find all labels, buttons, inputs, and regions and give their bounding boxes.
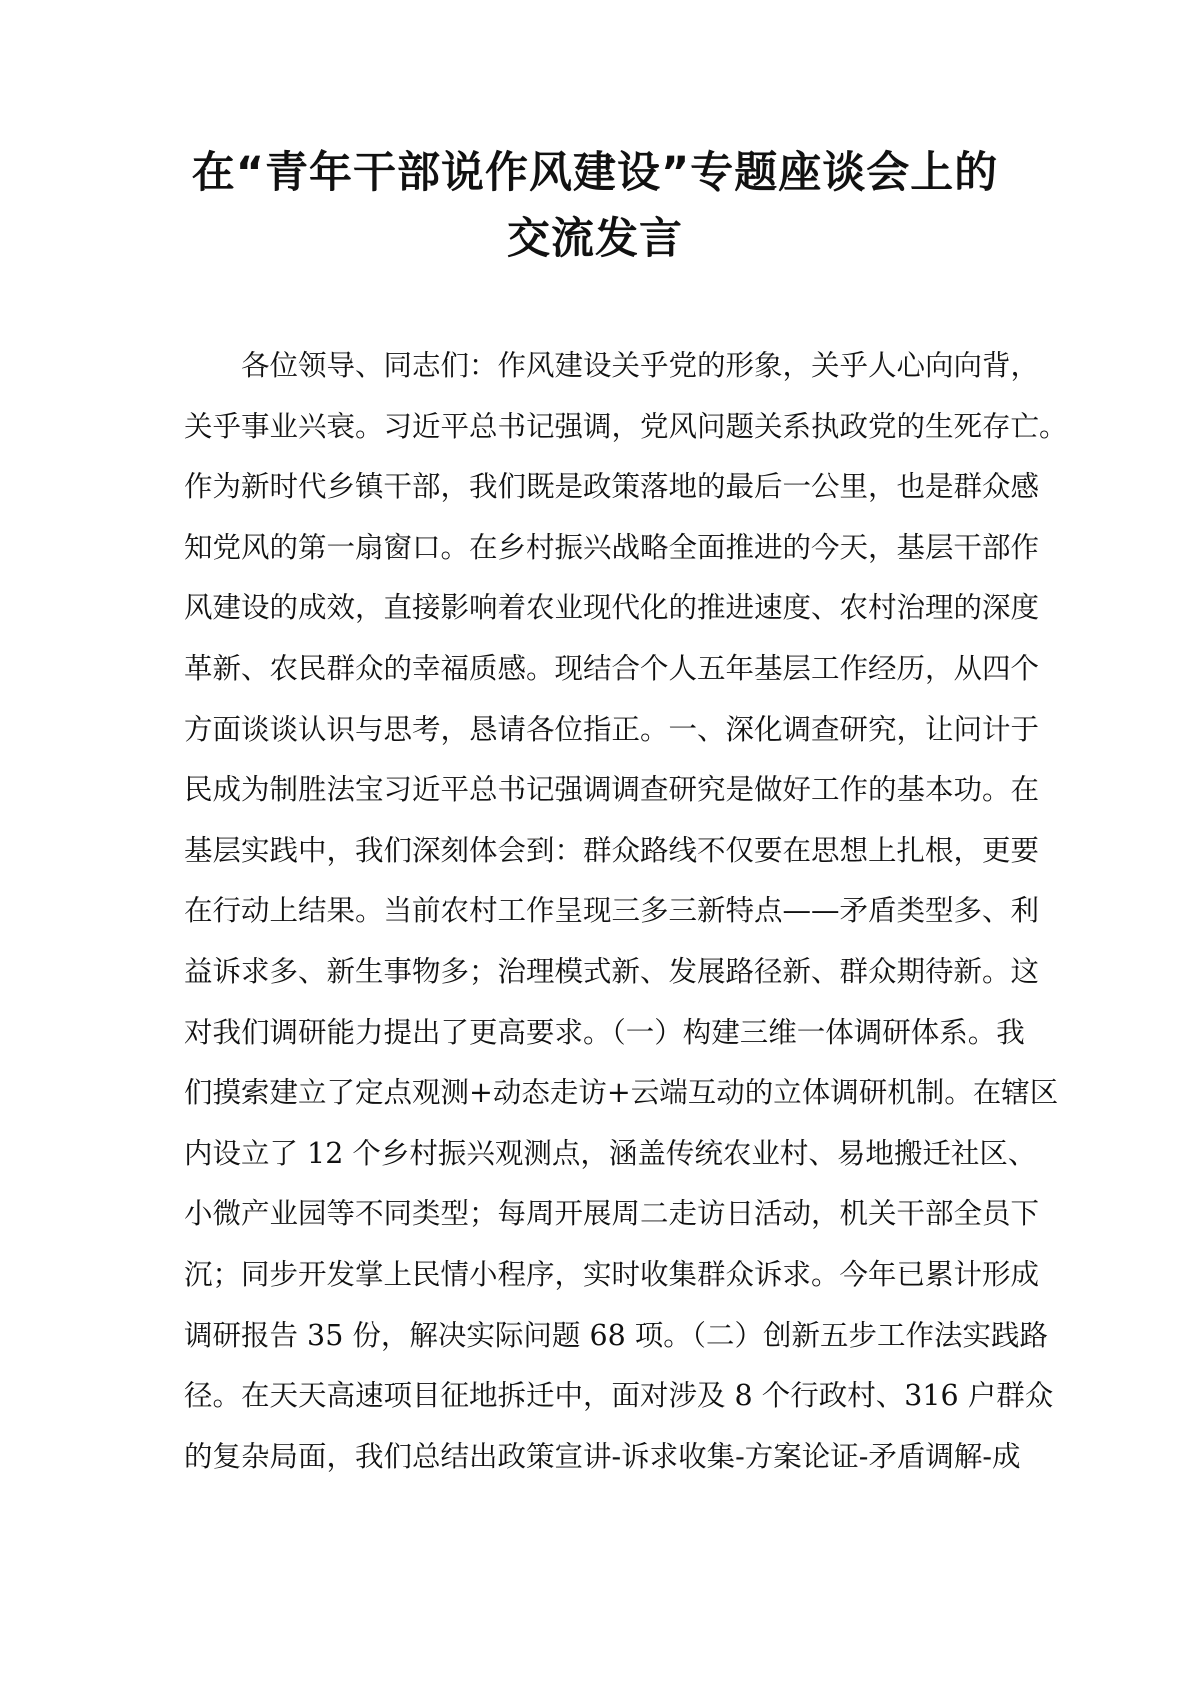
body-line: 革新、农民群众的幸福质感。现结合个人五年基层工作经历，从四个 [184, 651, 1040, 685]
body-line: 内设立了 12 个乡村振兴观测点，涵盖传统农业村、易地搬迁社区、 [184, 1136, 1037, 1170]
body-paragraph [184, 336, 1068, 1487]
body-line: 调研报告 35 份，解决实际问题 68 项。（二）创新五步工作法实践路 [184, 1318, 1049, 1352]
body-line: 的复杂局面，我们总结出政策宣讲-诉求收集-方案论证-矛盾调解-成 [184, 1439, 1021, 1473]
body-line: 小微产业园等不同类型；每周开展周二走访日活动，机关干部全员下 [184, 1197, 1040, 1231]
body-line: 基层实践中，我们深刻体会到：群众路线不仅要在思想上扎根，更要 [184, 833, 1040, 867]
body-line: 关乎事业兴衰。习近平总书记强调，党风问题关系执政党的生死存亡。 [184, 409, 1068, 443]
body-line: 知党风的第一扇窗口。在乡村振兴战略全面推进的今天，基层干部作 [184, 530, 1040, 564]
body-line: 对我们调研能力提出了更高要求。（一）构建三维一体调研体系。我 [184, 1015, 1025, 1049]
body-line: 们摸索建立了定点观测+动态走访+云端互动的立体调研机制。在辖区 [184, 1076, 1059, 1110]
body-line: 作为新时代乡镇干部，我们既是政策落地的最后一公里，也是群众感 [184, 470, 1040, 504]
document-title [120, 140, 1070, 272]
body-line: 在行动上结果。当前农村工作呈现三多三新特点——矛盾类型多、利 [184, 894, 1040, 928]
body-line: 沉；同步开发掌上民情小程序，实时收集群众诉求。今年已累计形成 [184, 1257, 1040, 1291]
body-line: 方面谈谈认识与思考，恳请各位指正。一、深化调查研究，让问计于 [184, 712, 1040, 746]
body-line: 各位领导、同志们：作风建设关乎党的形象，关乎人心向向背， [241, 349, 1040, 382]
title-line-2: 交流发言 [507, 214, 683, 264]
body-line: 益诉求多、新生事物多；治理模式新、发展路径新、群众期待新。这 [184, 954, 1040, 988]
title-line-1: 在“青年干部说作风建设”专题座谈会上的 [191, 148, 999, 198]
body-line: 民成为制胜法宝习近平总书记强调调查研究是做好工作的基本功。在 [184, 773, 1040, 807]
body-line: 风建设的成效，直接影响着农业现代化的推进速度、农村治理的深度 [184, 591, 1040, 625]
body-line: 径。在天天高速项目征地拆迁中，面对涉及 8 个行政村、316 户群众 [184, 1379, 1054, 1413]
